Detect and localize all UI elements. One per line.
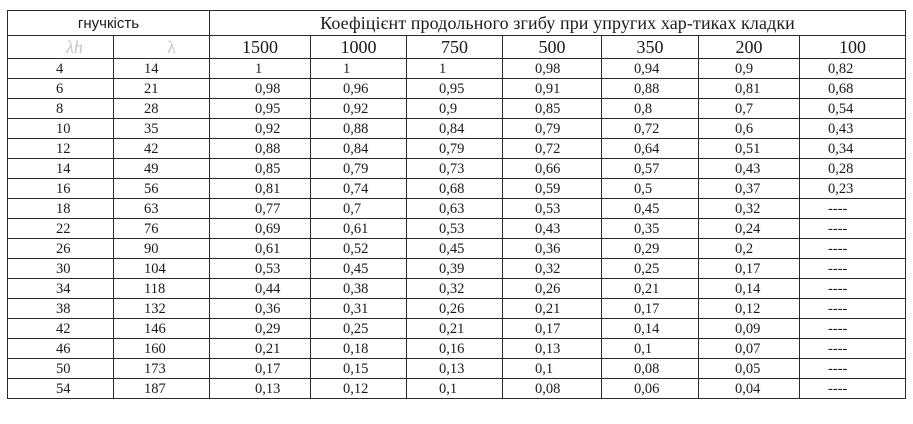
lambda-cell: 21 xyxy=(114,79,210,99)
coefficient-cell: 0,14 xyxy=(602,319,699,339)
lambda-h-cell: 12 xyxy=(8,139,114,159)
lambda-h-cell: 4 xyxy=(8,59,114,79)
coefficient-cell: 0,1 xyxy=(602,339,699,359)
coefficient-cell: 0,81 xyxy=(210,179,311,199)
coefficient-cell: 0,96 xyxy=(311,79,407,99)
coefficient-cell: 0,18 xyxy=(311,339,407,359)
coefficient-cell: 0,17 xyxy=(699,259,800,279)
coefficient-cell: 0,21 xyxy=(407,319,503,339)
coefficient-cell: 0,73 xyxy=(407,159,503,179)
table-row xyxy=(8,179,906,199)
coefficient-cell: 0,82 xyxy=(800,59,906,79)
coefficient-cell: 0,34 xyxy=(800,139,906,159)
coefficient-cell: 0,63 xyxy=(407,199,503,219)
coefficient-cell: 0,88 xyxy=(210,139,311,159)
coefficient-cell: 0,43 xyxy=(699,159,800,179)
lambda-h-cell: 22 xyxy=(8,219,114,239)
table-row xyxy=(8,239,906,259)
coefficient-cell: 0,08 xyxy=(602,359,699,379)
coefficient-cell: 0,17 xyxy=(210,359,311,379)
table-row xyxy=(8,119,906,139)
coefficient-cell: 0,95 xyxy=(210,99,311,119)
lambda-cell: 56 xyxy=(114,179,210,199)
coefficient-cell: 0,9 xyxy=(699,59,800,79)
coefficient-cell: 0,32 xyxy=(407,279,503,299)
lambda-cell: 132 xyxy=(114,299,210,319)
coefficient-cell: 0,13 xyxy=(407,359,503,379)
table-row xyxy=(8,99,906,119)
coefficient-cell: 0,72 xyxy=(503,139,602,159)
coefficient-cell: 0,29 xyxy=(602,239,699,259)
coefficient-cell: 0,04 xyxy=(699,379,800,399)
coefficient-cell: 0,92 xyxy=(311,99,407,119)
coefficient-cell: 0,2 xyxy=(699,239,800,259)
column-header: 350 xyxy=(602,36,699,59)
lambda-h-cell: 10 xyxy=(8,119,114,139)
column-header: 100 xyxy=(800,36,906,59)
lambda-cell: 14 xyxy=(114,59,210,79)
column-header: 500 xyxy=(503,36,602,59)
coefficient-cell: 0,45 xyxy=(602,199,699,219)
coefficient-cell: 0,7 xyxy=(699,99,800,119)
coefficient-cell: 0,53 xyxy=(503,199,602,219)
coefficient-cell: 0,6 xyxy=(699,119,800,139)
coefficient-cell: 0,17 xyxy=(602,299,699,319)
table-row xyxy=(8,199,906,219)
coefficient-cell: 0,43 xyxy=(503,219,602,239)
coefficient-cell: 0,84 xyxy=(311,139,407,159)
flexibility-header: гнучкість xyxy=(8,11,210,36)
lambda-h-cell: 26 xyxy=(8,239,114,259)
coefficient-cell: 0,07 xyxy=(699,339,800,359)
coefficient-cell: 0,53 xyxy=(210,259,311,279)
lambda-h-cell: 14 xyxy=(8,159,114,179)
coefficient-cell: 0,28 xyxy=(800,159,906,179)
coefficient-cell: 1 xyxy=(210,59,311,79)
lambda-cell: 49 xyxy=(114,159,210,179)
coefficient-table-sheet xyxy=(7,10,905,399)
coefficient-cell: 0,05 xyxy=(699,359,800,379)
coefficient-cell: 0,15 xyxy=(311,359,407,379)
lambda-h-cell: 16 xyxy=(8,179,114,199)
coefficient-cell: 0,16 xyxy=(407,339,503,359)
coefficient-cell: 0,54 xyxy=(800,99,906,119)
table-row xyxy=(8,359,906,379)
coefficient-cell: ---- xyxy=(800,239,906,259)
coefficient-cell: 0,7 xyxy=(311,199,407,219)
lambda-h-cell: 8 xyxy=(8,99,114,119)
coefficient-cell: 0,84 xyxy=(407,119,503,139)
table-row xyxy=(8,319,906,339)
coefficient-cell: 0,37 xyxy=(699,179,800,199)
coefficient-cell: 0,81 xyxy=(699,79,800,99)
coefficient-cell: 0,14 xyxy=(699,279,800,299)
coefficient-cell: 0,72 xyxy=(602,119,699,139)
coefficient-cell: 0,92 xyxy=(210,119,311,139)
coefficient-cell: 0,79 xyxy=(311,159,407,179)
lambda-h-cell: 30 xyxy=(8,259,114,279)
lambda-cell: 187 xyxy=(114,379,210,399)
lambda-h-symbol: λh xyxy=(8,36,114,59)
coefficient-cell: 0,13 xyxy=(210,379,311,399)
lambda-cell: 28 xyxy=(114,99,210,119)
column-header: 750 xyxy=(407,36,503,59)
coefficient-cell: 0,59 xyxy=(503,179,602,199)
coefficient-cell: 0,45 xyxy=(311,259,407,279)
lambda-h-cell: 38 xyxy=(8,299,114,319)
coefficient-cell: 0,68 xyxy=(407,179,503,199)
lambda-h-cell: 42 xyxy=(8,319,114,339)
coefficient-cell: 1 xyxy=(311,59,407,79)
coefficient-cell: 0,57 xyxy=(602,159,699,179)
coefficient-cell: 0,23 xyxy=(800,179,906,199)
coefficient-cell: 0,17 xyxy=(503,319,602,339)
table-row xyxy=(8,79,906,99)
lambda-h-cell: 46 xyxy=(8,339,114,359)
coefficient-cell: 0,79 xyxy=(503,119,602,139)
coefficient-cell: 0,8 xyxy=(602,99,699,119)
coefficient-cell: 0,21 xyxy=(602,279,699,299)
lambda-cell: 104 xyxy=(114,259,210,279)
table-row xyxy=(8,139,906,159)
buckling-coefficient-table xyxy=(7,10,906,399)
lambda-h-cell: 6 xyxy=(8,79,114,99)
coefficient-cell: 0,12 xyxy=(311,379,407,399)
coefficient-cell: 0,64 xyxy=(602,139,699,159)
lambda-cell: 76 xyxy=(114,219,210,239)
coefficient-cell: 0,52 xyxy=(311,239,407,259)
column-header: 200 xyxy=(699,36,800,59)
table-row xyxy=(8,279,906,299)
coefficient-cell: 0,94 xyxy=(602,59,699,79)
table-row xyxy=(8,259,906,279)
coefficient-header: Коефіцієнт продольного згибу при упругих хар-тиках кладки xyxy=(210,11,906,36)
lambda-cell: 146 xyxy=(114,319,210,339)
coefficient-cell: 0,21 xyxy=(503,299,602,319)
coefficient-cell: 0,29 xyxy=(210,319,311,339)
lambda-cell: 90 xyxy=(114,239,210,259)
coefficient-cell: 0,31 xyxy=(311,299,407,319)
lambda-cell: 42 xyxy=(114,139,210,159)
lambda-cell: 63 xyxy=(114,199,210,219)
coefficient-cell: 0,5 xyxy=(602,179,699,199)
lambda-cell: 35 xyxy=(114,119,210,139)
coefficient-cell: 0,91 xyxy=(503,79,602,99)
coefficient-cell: 0,61 xyxy=(210,239,311,259)
coefficient-cell: ---- xyxy=(800,259,906,279)
coefficient-cell: 0,79 xyxy=(407,139,503,159)
lambda-cell: 160 xyxy=(114,339,210,359)
coefficient-cell: 0,45 xyxy=(407,239,503,259)
coefficient-cell: 0,36 xyxy=(503,239,602,259)
coefficient-cell: 0,24 xyxy=(699,219,800,239)
coefficient-cell: 0,06 xyxy=(602,379,699,399)
coefficient-cell: 0,26 xyxy=(503,279,602,299)
coefficient-cell: ---- xyxy=(800,339,906,359)
coefficient-cell: ---- xyxy=(800,319,906,339)
coefficient-cell: 0,66 xyxy=(503,159,602,179)
coefficient-cell: 0,69 xyxy=(210,219,311,239)
table-row xyxy=(8,379,906,399)
coefficient-cell: 1 xyxy=(407,59,503,79)
coefficient-cell: 0,32 xyxy=(699,199,800,219)
coefficient-cell: 0,1 xyxy=(407,379,503,399)
lambda-cell: 173 xyxy=(114,359,210,379)
coefficient-cell: 0,9 xyxy=(407,99,503,119)
coefficient-cell: ---- xyxy=(800,359,906,379)
coefficient-cell: 0,39 xyxy=(407,259,503,279)
lambda-cell: 118 xyxy=(114,279,210,299)
coefficient-cell: ---- xyxy=(800,279,906,299)
coefficient-cell: ---- xyxy=(800,299,906,319)
coefficient-cell: 0,43 xyxy=(800,119,906,139)
coefficient-cell: ---- xyxy=(800,379,906,399)
coefficient-cell: 0,68 xyxy=(800,79,906,99)
lambda-h-cell: 54 xyxy=(8,379,114,399)
lambda-h-cell: 18 xyxy=(8,199,114,219)
coefficient-cell: 0,51 xyxy=(699,139,800,159)
coefficient-cell: 0,32 xyxy=(503,259,602,279)
column-header: 1500 xyxy=(210,36,311,59)
coefficient-cell: 0,85 xyxy=(210,159,311,179)
coefficient-cell: 0,1 xyxy=(503,359,602,379)
coefficient-cell: 0,85 xyxy=(503,99,602,119)
coefficient-cell: 0,12 xyxy=(699,299,800,319)
coefficient-cell: ---- xyxy=(800,219,906,239)
coefficient-cell: 0,35 xyxy=(602,219,699,239)
coefficient-cell: 0,61 xyxy=(311,219,407,239)
table-row xyxy=(8,59,906,79)
coefficient-cell: 0,13 xyxy=(503,339,602,359)
coefficient-cell: 0,74 xyxy=(311,179,407,199)
lambda-symbol: λ xyxy=(114,36,210,59)
coefficient-cell: 0,26 xyxy=(407,299,503,319)
coefficient-cell: 0,77 xyxy=(210,199,311,219)
column-header: 1000 xyxy=(311,36,407,59)
coefficient-cell: 0,44 xyxy=(210,279,311,299)
table-body xyxy=(8,59,906,399)
coefficient-cell: ---- xyxy=(800,199,906,219)
lambda-h-cell: 34 xyxy=(8,279,114,299)
coefficient-cell: 0,98 xyxy=(503,59,602,79)
coefficient-cell: 0,09 xyxy=(699,319,800,339)
coefficient-cell: 0,25 xyxy=(602,259,699,279)
coefficient-cell: 0,53 xyxy=(407,219,503,239)
table-row xyxy=(8,299,906,319)
coefficient-cell: 0,88 xyxy=(311,119,407,139)
table-row xyxy=(8,339,906,359)
coefficient-cell: 0,38 xyxy=(311,279,407,299)
coefficient-cell: 0,98 xyxy=(210,79,311,99)
table-row xyxy=(8,159,906,179)
coefficient-cell: 0,36 xyxy=(210,299,311,319)
table-row xyxy=(8,219,906,239)
coefficient-cell: 0,21 xyxy=(210,339,311,359)
coefficient-cell: 0,88 xyxy=(602,79,699,99)
coefficient-cell: 0,25 xyxy=(311,319,407,339)
coefficient-cell: 0,95 xyxy=(407,79,503,99)
lambda-h-cell: 50 xyxy=(8,359,114,379)
coefficient-cell: 0,08 xyxy=(503,379,602,399)
